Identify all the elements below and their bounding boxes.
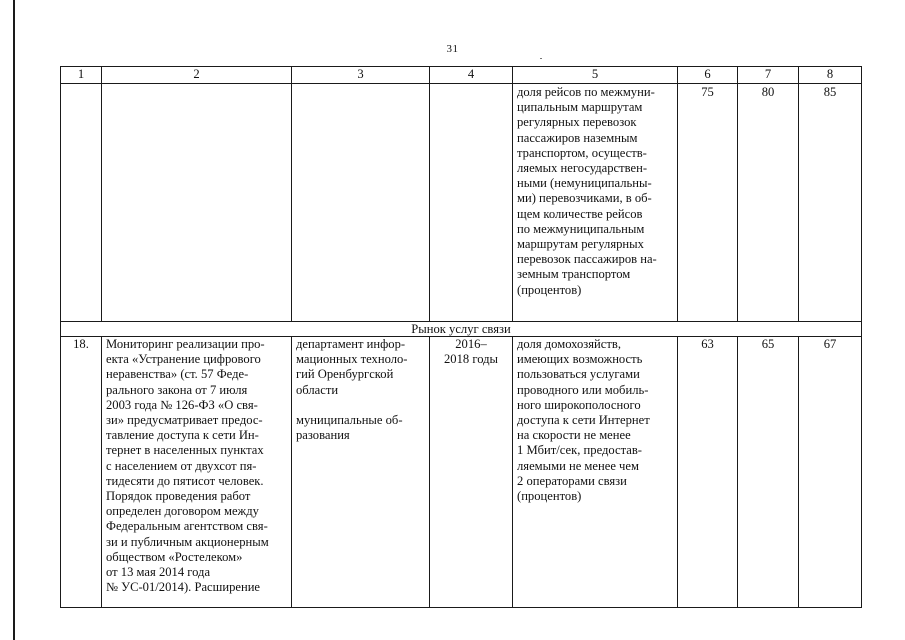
- column-header-6: 6: [678, 67, 738, 84]
- cell-value-2017: 65: [738, 337, 799, 608]
- cell-value-2017: 80: [738, 84, 799, 322]
- table-row-18: [61, 337, 862, 608]
- column-header-1: 1: [61, 67, 102, 84]
- table-row-continued: [61, 84, 862, 322]
- cell-value-2018: 67: [799, 337, 862, 608]
- cell-period: 2016– 2018 годы: [430, 337, 513, 608]
- column-header-7: 7: [738, 67, 799, 84]
- cell-responsible: департамент инфор- мационных техноло- гий Оренбургской области муниципальные об- разования: [292, 337, 430, 608]
- column-header-3: 3: [292, 67, 430, 84]
- scan-border-line: [13, 0, 15, 640]
- scan-speck: [540, 58, 542, 59]
- column-number-row: [61, 67, 862, 84]
- column-header-5: 5: [513, 67, 678, 84]
- column-header-8: 8: [799, 67, 862, 84]
- cell-responsible: [292, 84, 430, 322]
- cell-indicator: доля домохозяйств, имеющих возможность пользоваться услугами проводного или мобиль- ного широкополосного доступа к сети Интернет на скорости не менее 1 Мбит/сек, предостав- ляемыми не менее чем 2 операторами связи (процентов): [513, 337, 678, 608]
- cell-value-2016: 75: [678, 84, 738, 322]
- cell-value-2016: 63: [678, 337, 738, 608]
- measures-table: [60, 66, 862, 608]
- cell-measure: [102, 84, 292, 322]
- cell-number: 18.: [61, 337, 102, 608]
- cell-number: [61, 84, 102, 322]
- section-title: Рынок услуг связи: [61, 322, 862, 337]
- page-number: 31: [446, 43, 459, 55]
- cell-value-2018: 85: [799, 84, 862, 322]
- cell-period: [430, 84, 513, 322]
- cell-measure: Мониторинг реализации про- екта «Устранение цифрового неравенства» (ст. 57 Феде- рального закона от 7 июля 2003 года № 126-ФЗ «О свя- зи» предусматривает предос- тавление доступа к сети Ин- тернет в населенных пунктах с населением от двухсот пя- тидесяти до пятисот человек. Порядок проведения работ определен договором между Федеральным агентством свя- зи и публичным акционерным обществом «Ростелеком» от 13 мая 2014 года № УС-01/2014). Расширение: [102, 337, 292, 608]
- section-header-row: [61, 322, 862, 337]
- cell-indicator: доля рейсов по межмуни- ципальным маршрутам регулярных перевозок пассажиров наземным транспортом, осуществ- ляемых негосударствен- ными (немуниципальны- ми) перевозчиками, в об- щем количестве рейсов по межмуниципальным маршрутам регулярных перевозок пассажиров на- земным транспортом (процентов): [513, 84, 678, 322]
- column-header-2: 2: [102, 67, 292, 84]
- column-header-4: 4: [430, 67, 513, 84]
